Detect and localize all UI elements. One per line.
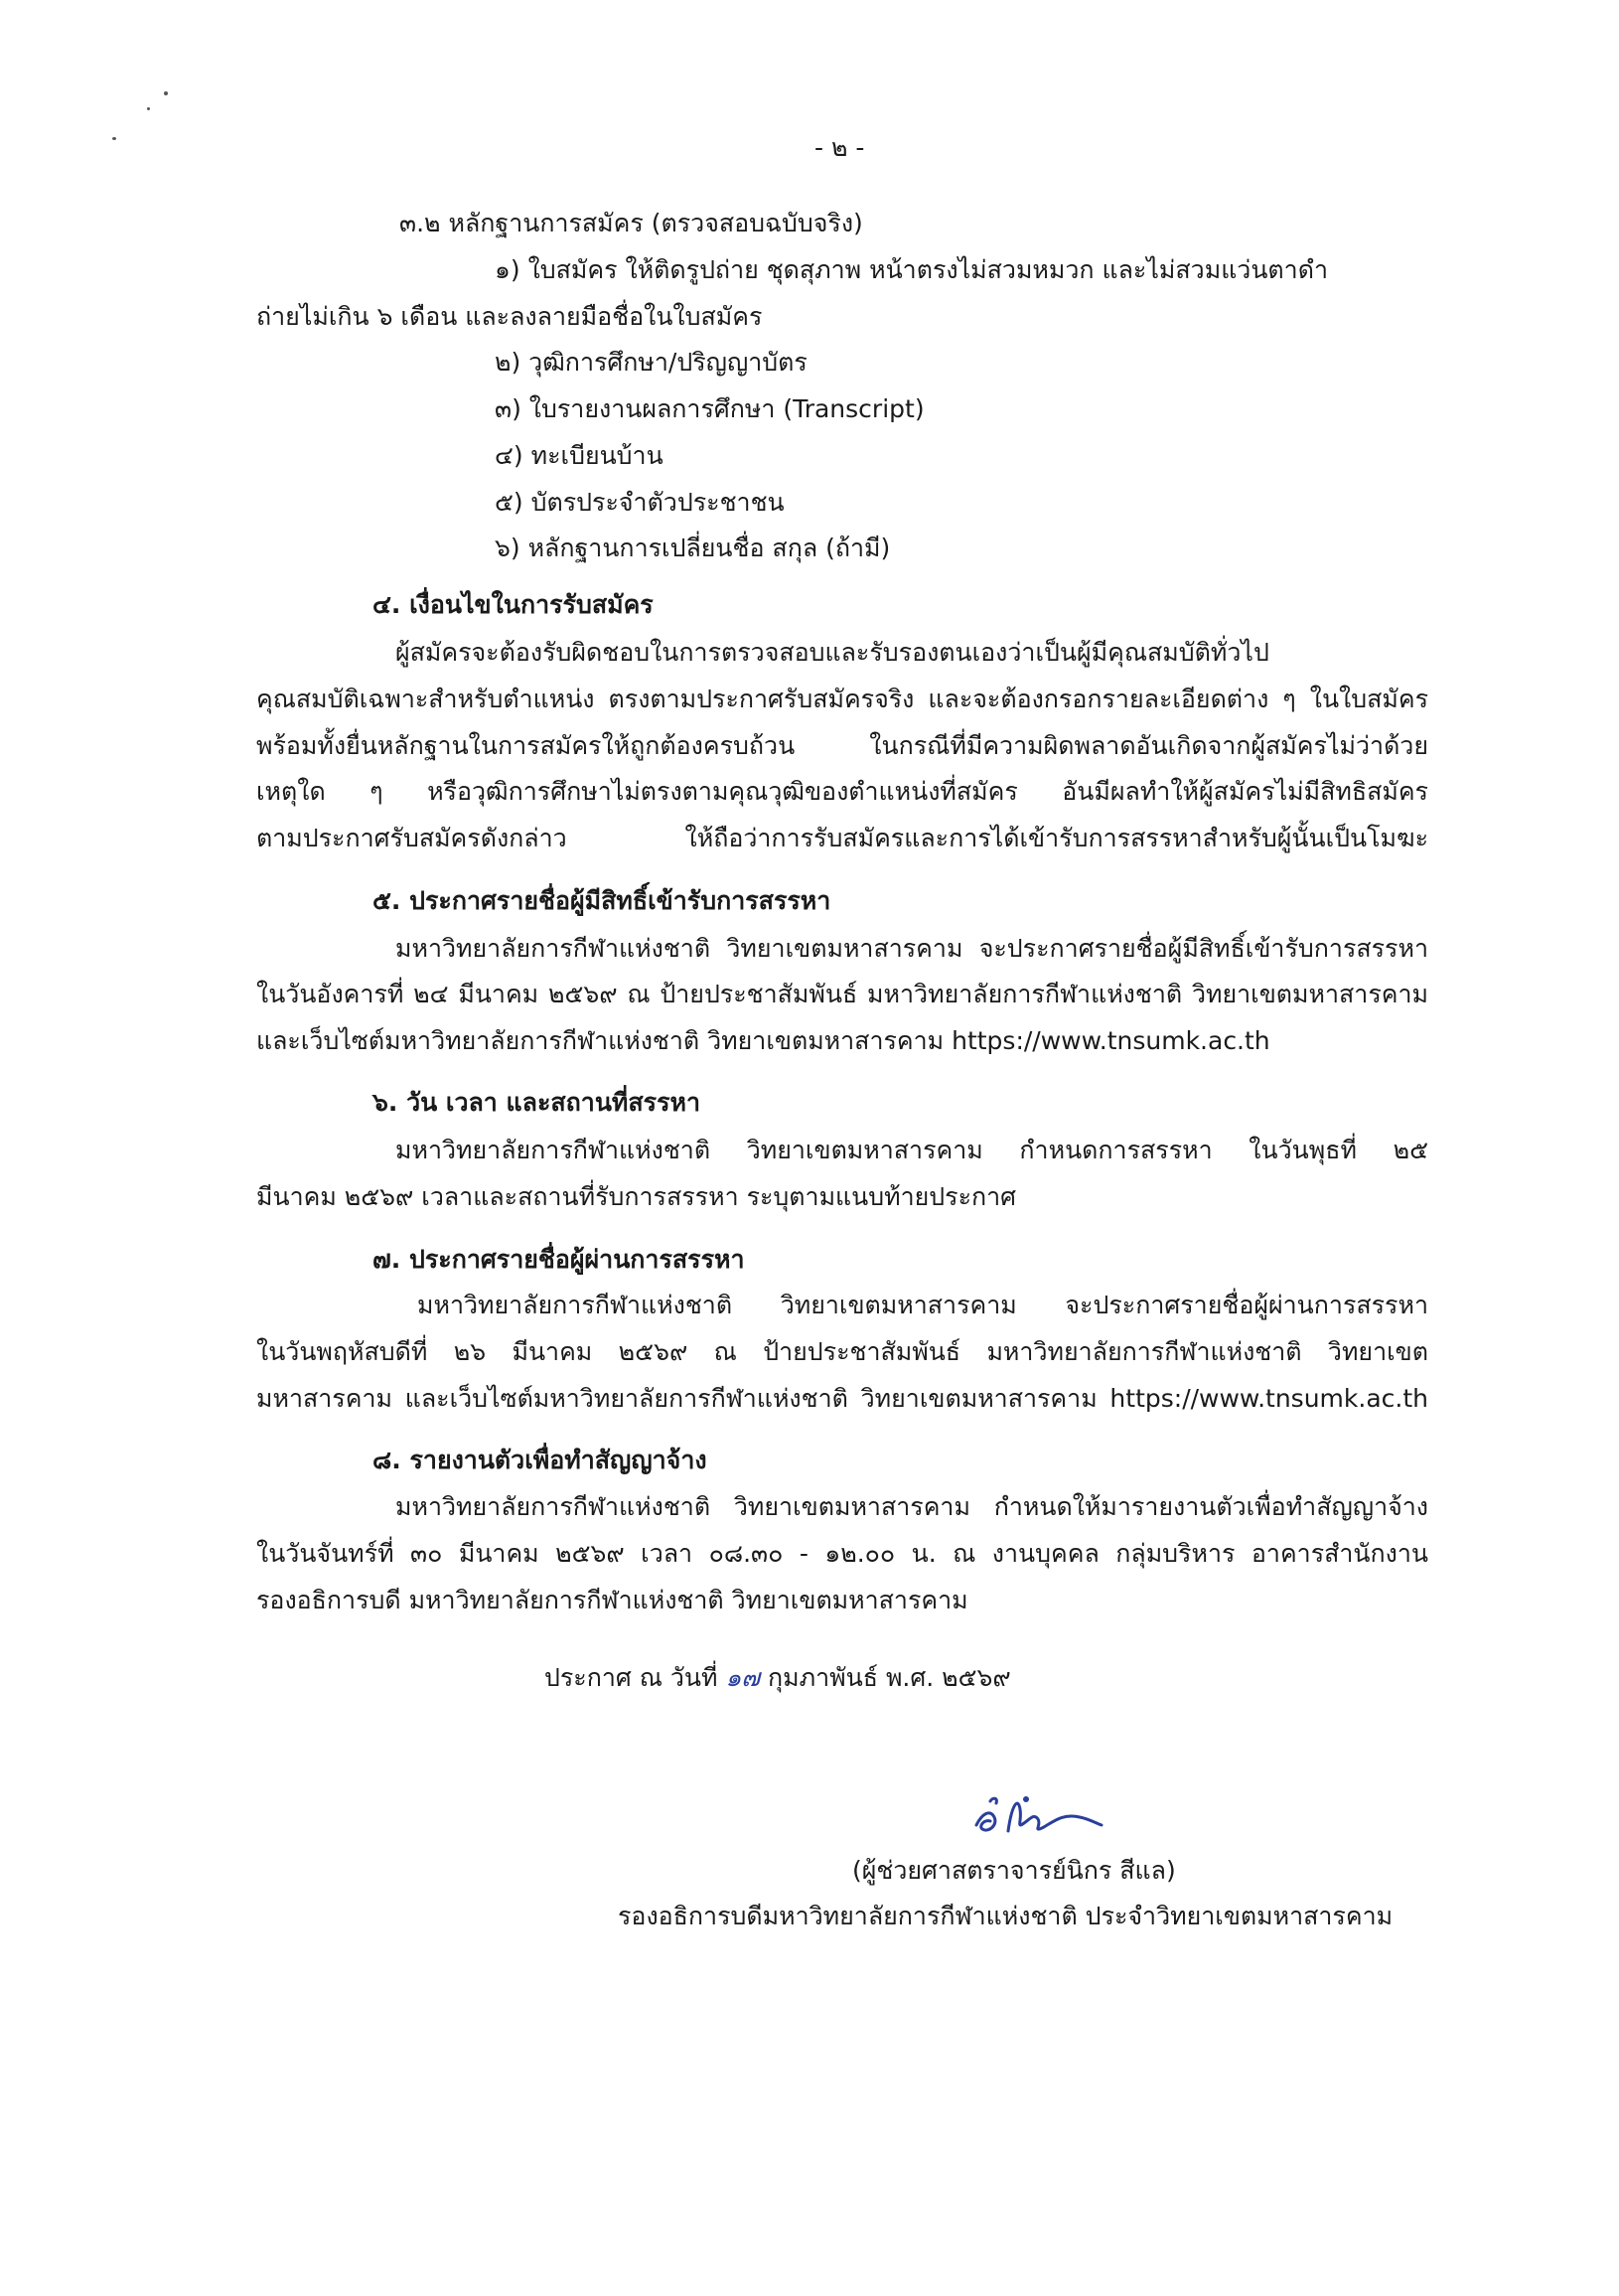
section-6-heading: ๖. วัน เวลา และสถานที่สรรหา [372, 1088, 701, 1117]
section-6-line: มีนาคม ๒๕๖๙ เวลาและสถานที่รับการสรรหา ระบุตามแนบท้ายประกาศ [256, 1182, 1017, 1211]
page-number: - ๒ - [814, 133, 865, 162]
section-5-line: และเว็บไซต์มหาวิทยาลัยการกีฬาแห่งชาติ วิทยาเขตมหาสารคาม https://www.tnsumk.ac.th [256, 1026, 1270, 1055]
signatory-position: รองอธิการบดีมหาวิทยาลัยการกีฬาแห่งชาติ ประจำวิทยาเขตมหาสารคาม [618, 1902, 1394, 1930]
section-7-line: ในวันพฤหัสบดีที่ ๒๖ มีนาคม ๒๕๖๙ ณ ป้ายประชาสัมพันธ์ มหาวิทยาลัยการกีฬาแห่งชาติ วิทยาเขต [256, 1337, 1428, 1366]
scan-speck [147, 107, 150, 110]
section-7-line: มหาสารคาม และเว็บไซต์มหาวิทยาลัยการกีฬาแห่งชาติ วิทยาเขตมหาสารคาม https://www.tnsumk.ac.th [256, 1384, 1428, 1413]
scan-speck [112, 137, 116, 140]
section-4-line: ผู้สมัครจะต้องรับผิดชอบในการตรวจสอบและรับรองตนเองว่าเป็นผู้มีคุณสมบัติทั่วไป [395, 638, 1269, 667]
section-4-line: ตามประกาศรับสมัครดังกล่าว ให้ถือว่าการรับสมัครและการได้เข้ารับการสรรหาสำหรับผู้นั้นเป็นโมฆะ [256, 824, 1428, 852]
section-3-2-item-1-line-2: ถ่ายไม่เกิน ๖ เดือน และลงลายมือชื่อในใบสมัคร [256, 302, 763, 331]
section-7-line: มหาวิทยาลัยการกีฬาแห่งชาติ วิทยาเขตมหาสารคาม จะประกาศรายชื่อผู้ผ่านการสรรหา [417, 1291, 1428, 1319]
section-4-line: พร้อมทั้งยื่นหลักฐานในการสมัครให้ถูกต้องครบถ้วน ในกรณีที่มีความผิดพลาดอันเกิดจากผู้สมัครไม่ว่าด้วย [256, 731, 1428, 760]
section-3-2-item-2: ๒) วุฒิการศึกษา/ปริญญาบัตร [495, 348, 808, 377]
section-4-line: คุณสมบัติเฉพาะสำหรับตำแหน่ง ตรงตามประกาศรับสมัครจริง และจะต้องกรอกรายละเอียดต่าง ๆ ในใบสมัคร [256, 685, 1428, 713]
section-3-2-item-5: ๕) บัตรประจำตัวประชาชน [495, 488, 785, 517]
section-8-heading: ๘. รายงานตัวเพื่อทำสัญญาจ้าง [372, 1446, 707, 1474]
section-6-line: มหาวิทยาลัยการกีฬาแห่งชาติ วิทยาเขตมหาสารคาม กำหนดการสรรหา ในวันพุธที่ ๒๕ [395, 1136, 1428, 1164]
announcement-day: ๑๗ [725, 1663, 761, 1692]
section-8-line: มหาวิทยาลัยการกีฬาแห่งชาติ วิทยาเขตมหาสารคาม กำหนดให้มารายงานตัวเพื่อทำสัญญาจ้าง [395, 1492, 1428, 1521]
announcement-date [544, 1661, 1011, 1695]
section-5-line: ในวันอังคารที่ ๒๔ มีนาคม ๒๕๖๙ ณ ป้ายประชาสัมพันธ์ มหาวิทยาลัยการกีฬาแห่งชาติ วิทยาเขตมหาสารคาม [256, 980, 1428, 1008]
section-3-2-item-1-line-1: ๑) ใบสมัคร ให้ติดรูปถ่าย ชุดสุภาพ หน้าตรงไม่สวมหมวก และไม่สวมแว่นตาดำ [495, 255, 1328, 284]
section-5-heading: ๕. ประกาศรายชื่อผู้มีสิทธิ์เข้ารับการสรรหา [372, 886, 831, 915]
section-4-heading: ๔. เงื่อนไขในการรับสมัคร [372, 590, 654, 619]
section-3-2-item-6: ๖) หลักฐานการเปลี่ยนชื่อ สกุล (ถ้ามี) [495, 534, 891, 562]
section-7-heading: ๗. ประกาศรายชื่อผู้ผ่านการสรรหา [372, 1245, 745, 1274]
section-3-2-item-3: ๓) ใบรายงานผลการศึกษา (Transcript) [495, 394, 925, 423]
announcement-prefix: ประกาศ ณ วันที่ [544, 1663, 718, 1692]
signatory-name: (ผู้ช่วยศาสตราจารย์นิกร สีแล) [852, 1856, 1176, 1885]
section-8-line: รองอธิการบดี มหาวิทยาลัยการกีฬาแห่งชาติ วิทยาเขตมหาสารคาม [256, 1586, 968, 1614]
section-3-2-heading: ๓.๒ หลักฐานการสมัคร (ตรวจสอบฉบับจริง) [399, 209, 863, 237]
scan-speck [164, 91, 168, 95]
signature-image [968, 1783, 1107, 1853]
section-3-2-item-4: ๔) ทะเบียนบ้าน [495, 441, 663, 470]
section-5-line: มหาวิทยาลัยการกีฬาแห่งชาติ วิทยาเขตมหาสารคาม จะประกาศรายชื่อผู้มีสิทธิ์เข้ารับการสรรหา [395, 934, 1428, 963]
section-8-line: ในวันจันทร์ที่ ๓๐ มีนาคม ๒๕๖๙ เวลา ๐๘.๓๐ - ๑๒.๐๐ น. ณ งานบุคคล กลุ่มบริหาร อาคารสำนักงาน [256, 1539, 1428, 1568]
section-4-line: เหตุใด ๆ หรือวุฒิการศึกษาไม่ตรงตามคุณวุฒิของตำแหน่งที่สมัคร อันมีผลทำให้ผู้สมัครไม่มีสิทธิสมัคร [256, 777, 1428, 806]
announcement-suffix: กุมภาพันธ์ พ.ศ. ๒๕๖๙ [768, 1663, 1011, 1692]
